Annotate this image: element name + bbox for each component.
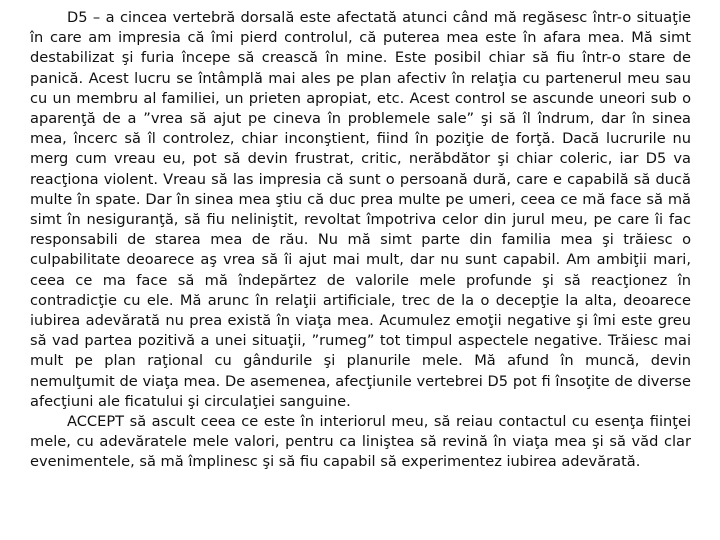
paragraph-d5-text-end: pot fi însoţite de diverse afecţiuni ale ficatului şi circulaţiei sanguine. bbox=[30, 372, 691, 410]
paragraph-d5 bbox=[30, 8, 691, 412]
lead-term-accept: ACCEPT bbox=[67, 413, 125, 431]
paragraph-accept-text: să ascult ceea ce este în interiorul meu, să reiau contactul cu esenţa fiinţei mele, cu adevăratele mele valori, pentru ca liniştea să revină în viaţa mea şi să văd clar evenimentele, să mă împlinesc şi să fiu capabil să experimentez iubirea adevărată. bbox=[30, 413, 691, 471]
inline-term-d5: D5 bbox=[487, 372, 509, 390]
paragraph-accept bbox=[30, 412, 691, 473]
document-page bbox=[30, 8, 691, 473]
paragraph-d5-text: – a cincea vertebră dorsală este afectată atunci când mă regăsesc într-o situaţie în care am impresia că îmi pierd controlul, că puterea mea este în afara mea. Mă simt destabilizat şi furia începe să crească în mine. Este posibil chiar să fiu într-o stare de panică. Acest lucru se întâmplă mai ales pe plan afectiv în relaţia cu partenerul meu sau cu un membru al familiei, un prieten apropiat, etc. Acest control se ascunde uneori sub o aparenţă de a ”vrea să ajut pe cineva în problemele sale” şi să îl îndrum, dar în sinea mea, încerc să îl controlez, chiar inconştient, fiind în poziţie de forţă. Dacă lucrurile nu merg cum vreau eu, pot să devin frustrat, critic, nerăbdător şi chiar coleric, iar D5 va reacţiona violent. Vreau să las impresia că sunt o persoană dură, care e capabilă să ducă multe în spate. Dar în sinea mea ştiu că duc prea multe pe umeri, ceea ce mă face să mă simt în nesiguranţă, să fiu neliniştit, revoltat împotriva celor din jurul meu, pe care îi fac responsabili de starea mea de rău. Nu mă simt parte din familia mea şi trăiesc o culpabilitate deoarece aş vrea să îi ajut mai mult, dar nu sunt capabil. Am ambiţii mari, ceea ce ma face să mă îndepărtez de valorile mele profunde şi să reacţionez în contradicţie cu ele. Mă arunc în relaţii artificiale, trec de la o decepţie la alta, deoarece iubirea adevărată nu prea există în viaţa mea. Acumulez emoţii negative şi îmi este greu să vad partea pozitivă a unei situaţii, ”rumeg” tot timpul aspectele negative. Trăiesc mai mult pe plan raţional cu gândurile şi planurile mele. Mă afund în muncă, devin nemulţumit de viaţa mea. De asemenea, afecţiunile vertebrei bbox=[30, 9, 691, 390]
lead-term-d5: D5 bbox=[67, 9, 88, 26]
